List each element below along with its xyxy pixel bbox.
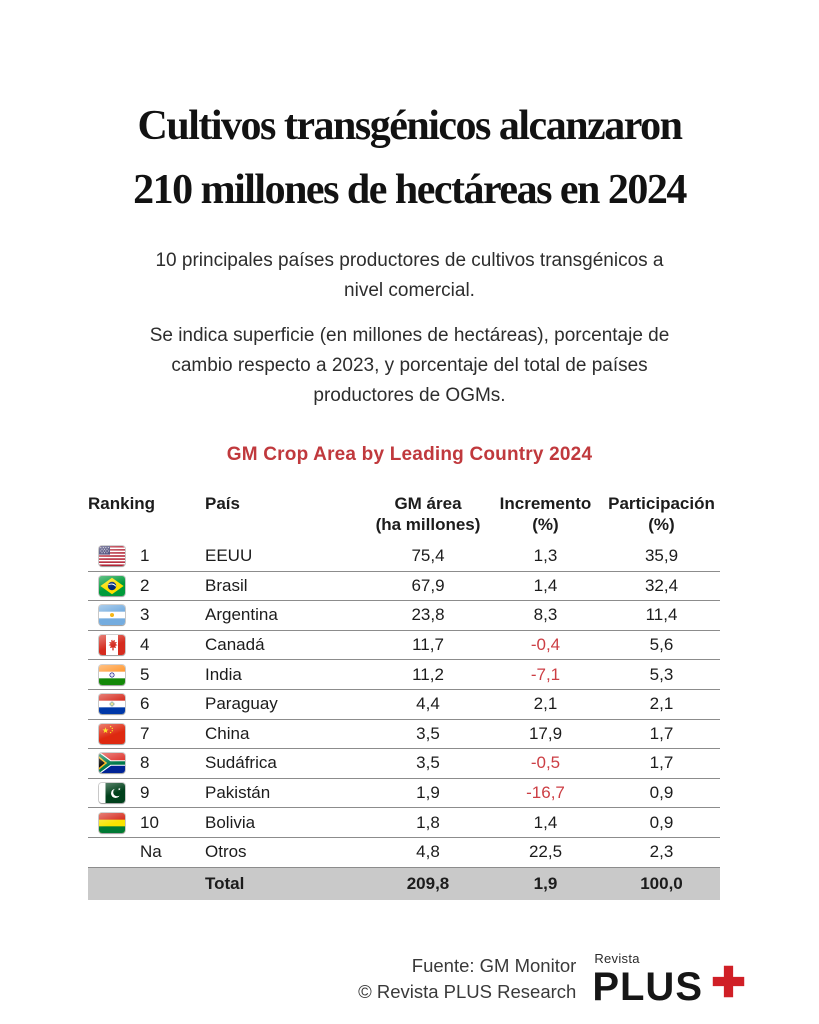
gm-area-value: 11,2	[412, 664, 444, 684]
gm-crop-table	[88, 493, 720, 900]
rank-cell	[88, 724, 188, 744]
column-header-country: País	[205, 494, 240, 513]
table-row	[88, 749, 720, 779]
source-line1: Fuente: GM Monitor	[411, 955, 577, 977]
intro-line: productores de OGMs.	[313, 385, 506, 406]
table-row	[88, 779, 720, 809]
intro-line: cambio respecto a 2023, y porcentaje del total de países	[171, 355, 648, 376]
share-value: 1,7	[649, 723, 674, 743]
table-row	[88, 572, 720, 602]
intro-line: nivel comercial.	[344, 280, 475, 301]
table-row	[88, 631, 720, 661]
flag-argentina-icon	[99, 605, 125, 625]
increment-value: -0,5	[530, 753, 561, 773]
table-row	[88, 660, 720, 690]
share-value: 2,3	[649, 842, 674, 862]
flag-india-icon	[99, 665, 125, 685]
table-row	[88, 690, 720, 720]
share-value: 5,3	[649, 664, 674, 684]
table-row	[88, 601, 720, 631]
rank-value: 3	[140, 605, 150, 625]
increment-value: 17,9	[528, 723, 563, 743]
column-header-share: Participación (%)	[608, 494, 715, 534]
source-text	[358, 953, 576, 1005]
country-name: China	[205, 723, 250, 743]
total-gm-area-value: 209,8	[406, 873, 450, 893]
increment-value: 22,5	[528, 842, 563, 862]
country-name: India	[205, 664, 242, 684]
country-name: Sudáfrica	[205, 753, 277, 773]
rank-cell	[88, 576, 188, 596]
flag-brazil-icon	[99, 576, 125, 596]
rank-value: 1	[140, 546, 150, 566]
table-row	[88, 838, 720, 868]
flag-bolivia-icon	[99, 813, 125, 833]
country-name: Otros	[205, 842, 247, 862]
logo-revista-label: Revista	[594, 950, 640, 966]
increment-value: 1,4	[533, 812, 558, 832]
country-name: Brasil	[205, 575, 248, 595]
country-name: EEUU	[205, 546, 253, 566]
column-header-ranking: Ranking	[88, 494, 156, 513]
rank-cell	[88, 813, 188, 833]
increment-value: 1,4	[533, 575, 558, 595]
flag-south-africa-icon	[99, 753, 125, 773]
rank-value: 7	[140, 723, 150, 743]
increment-value: 1,3	[533, 546, 558, 566]
rank-cell	[88, 783, 188, 803]
rank-cell	[88, 546, 188, 566]
table-row	[88, 542, 720, 572]
share-value: 11,4	[645, 605, 678, 625]
rank-cell	[88, 694, 188, 714]
gm-area-value: 67,9	[411, 575, 445, 595]
rank-value: 8	[140, 753, 150, 773]
rank-cell	[88, 635, 188, 655]
gm-area-value: 4,8	[416, 842, 440, 862]
increment-value: -16,7	[526, 783, 565, 803]
increment-value: 2,1	[533, 694, 558, 714]
country-name: Bolivia	[205, 812, 256, 832]
rank-value: 5	[140, 664, 150, 684]
intro-line: 10 principales países productores de cultivos transgénicos a	[155, 250, 664, 271]
increment-value: 8,3	[533, 605, 558, 625]
plus-icon	[710, 963, 747, 1005]
rank-value: 4	[140, 635, 150, 655]
revista-plus-logo	[592, 952, 747, 1007]
total-increment-value: 1,9	[533, 873, 558, 893]
gm-area-value: 11,7	[412, 635, 444, 655]
gm-area-value: 75,4	[411, 546, 445, 566]
share-value: 35,9	[644, 546, 679, 566]
column-header-gm-area: GM área (ha millones)	[375, 494, 481, 534]
gm-area-value: 3,5	[416, 753, 440, 773]
share-value: 32,4	[644, 575, 679, 595]
intro-paragraph-1	[0, 246, 819, 306]
rank-cell	[88, 665, 188, 685]
logo-plus-label: PLUS	[592, 964, 703, 1009]
gm-area-value: 1,9	[416, 783, 440, 803]
share-value: 5,6	[649, 635, 674, 655]
total-row	[88, 868, 720, 900]
flag-canada-icon	[99, 635, 125, 655]
country-name: Canadá	[205, 635, 265, 655]
rank-value: 9	[140, 783, 150, 803]
gm-area-value: 3,5	[416, 723, 440, 743]
increment-value: -0,4	[530, 635, 561, 655]
footer	[0, 952, 819, 1007]
table-header-row	[88, 493, 720, 542]
share-value: 2,1	[649, 694, 674, 714]
table-row	[88, 720, 720, 750]
rank-cell	[88, 605, 188, 625]
column-header-increment: Incremento (%)	[499, 494, 592, 534]
rank-value: 2	[140, 575, 150, 595]
rank-cell	[88, 753, 188, 773]
total-label: Total	[205, 873, 245, 893]
increment-value: -7,1	[530, 664, 561, 684]
total-share-value: 100,0	[640, 873, 683, 893]
share-value: 0,9	[649, 812, 674, 832]
page-title-line2: 210 millones de hectáreas en 2024	[133, 167, 686, 213]
country-name: Paraguay	[205, 694, 278, 714]
table-row	[88, 808, 720, 838]
page-title-line1: Cultivos transgénicos alcanzaron	[137, 103, 682, 149]
rank-value: Na	[140, 842, 162, 862]
intro-line: Se indica superficie (en millones de hectáreas), porcentaje de	[149, 325, 670, 346]
share-value: 1,7	[649, 753, 674, 773]
share-value: 0,9	[649, 783, 674, 803]
flag-usa-icon	[99, 546, 125, 566]
flag-pakistan-icon	[99, 783, 125, 803]
gm-area-value: 23,8	[411, 605, 445, 625]
country-name: Pakistán	[205, 783, 271, 803]
country-name: Argentina	[205, 605, 278, 625]
rank-value: 10	[140, 812, 159, 832]
source-line2: © Revista PLUS Research	[358, 981, 577, 1003]
gm-area-value: 4,4	[416, 694, 440, 714]
flag-paraguay-icon	[99, 694, 125, 714]
flag-china-icon	[99, 724, 125, 744]
rank-cell	[88, 842, 188, 862]
gm-area-value: 1,8	[416, 812, 440, 832]
rank-value: 6	[140, 694, 150, 714]
logo-text	[592, 952, 703, 1007]
page-title	[0, 94, 819, 222]
intro-paragraph-2	[0, 321, 819, 411]
chart-title: GM Crop Area by Leading Country 2024	[226, 444, 593, 465]
